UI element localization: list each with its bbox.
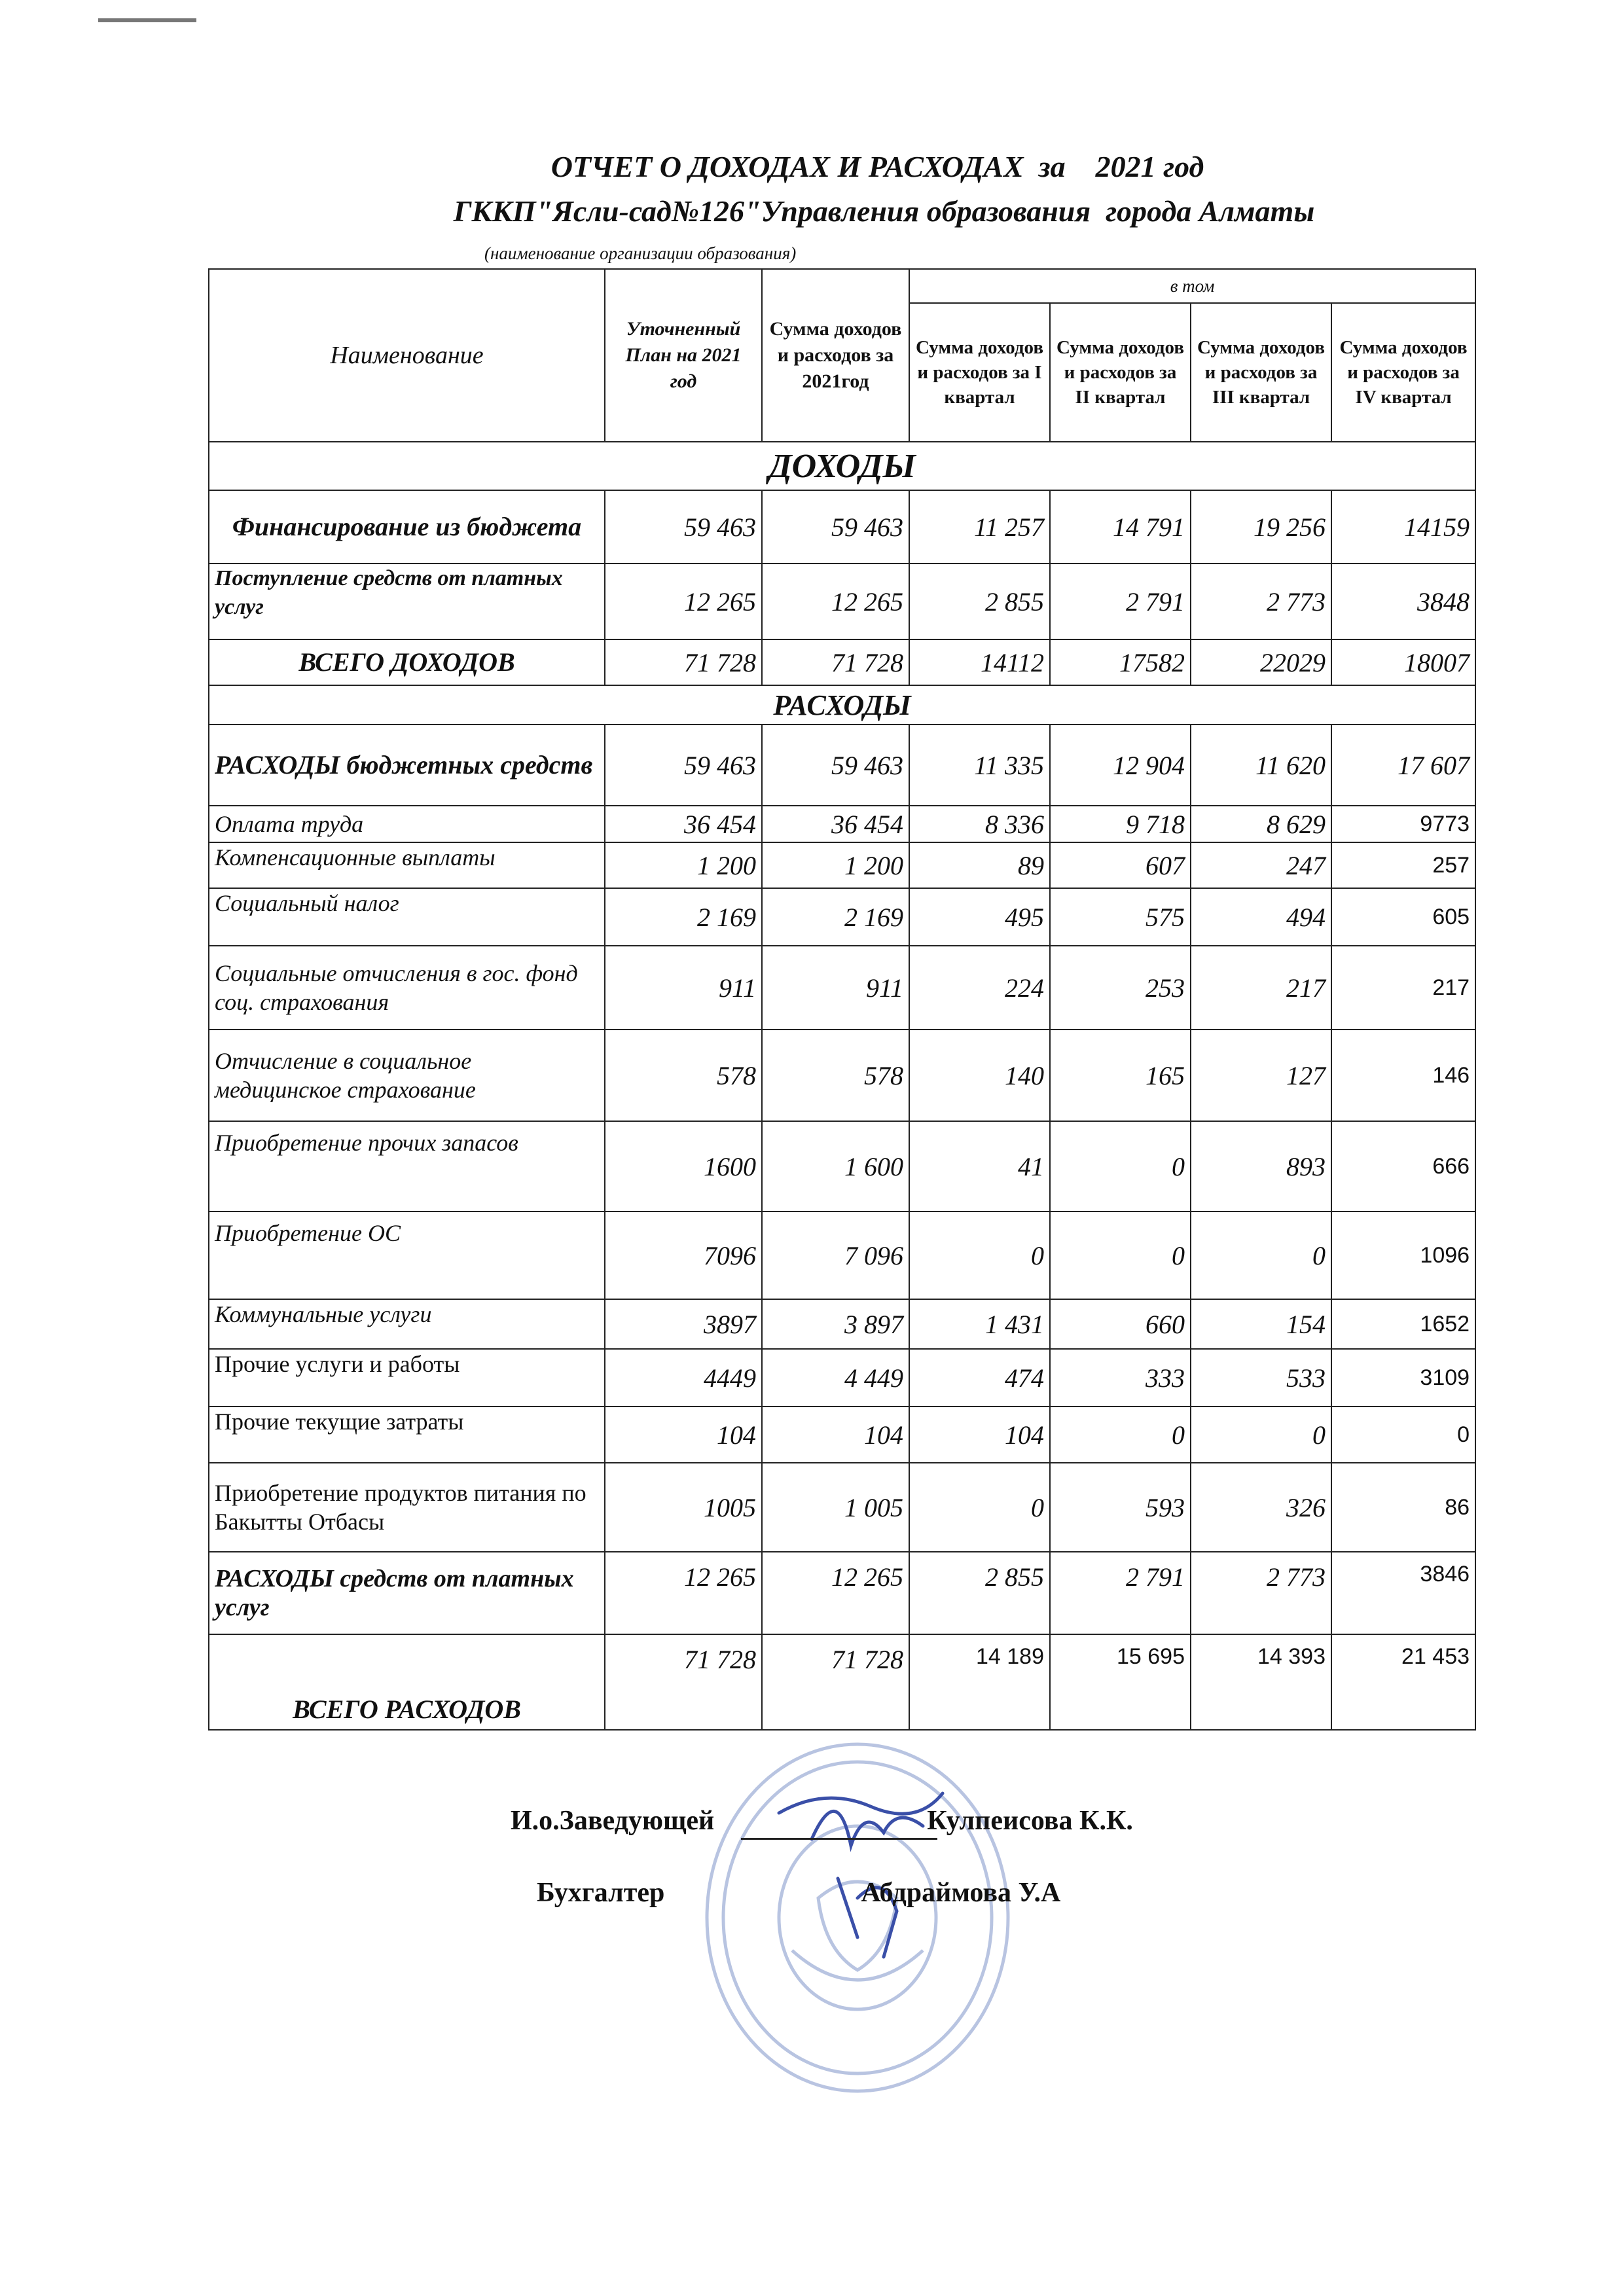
signature-underline <box>741 1838 937 1840</box>
cell-plan: 2 169 <box>605 888 762 946</box>
cell-q4: 3848 <box>1331 564 1475 639</box>
cell-plan: 12 265 <box>605 564 762 639</box>
table-row <box>209 1121 1475 1211</box>
row-name: Оплата труда <box>209 806 605 842</box>
row-name: Социальные отчисления в гос. фонд соц. страхования <box>209 946 605 1030</box>
cell-q4: 605 <box>1331 888 1475 946</box>
head-signature-line <box>511 1805 1133 1837</box>
cell-total: 578 <box>762 1030 909 1121</box>
cell-q1: 104 <box>909 1407 1050 1463</box>
cell-total: 1 005 <box>762 1463 909 1552</box>
handwritten-signature-icon <box>772 1767 969 1964</box>
cell-q4: 1096 <box>1331 1211 1475 1299</box>
cell-q3: 247 <box>1191 842 1331 888</box>
cell-q2: 0 <box>1050 1121 1191 1211</box>
section-expense: РАСХОДЫ <box>209 685 1475 725</box>
cell-q2: 12 904 <box>1050 725 1191 806</box>
cell-q4: 1652 <box>1331 1299 1475 1349</box>
cell-q3: 14 393 <box>1191 1634 1331 1730</box>
row-name: ВСЕГО РАСХОДОВ <box>209 1634 605 1730</box>
cell-q1: 474 <box>909 1349 1050 1407</box>
cell-q3: 494 <box>1191 888 1331 946</box>
cell-q2: 660 <box>1050 1299 1191 1349</box>
cell-q1: 41 <box>909 1121 1050 1211</box>
accountant-name: Абдраймова У.А <box>861 1878 1061 1908</box>
cell-q1: 11 257 <box>909 490 1050 564</box>
cell-plan: 12 265 <box>605 1552 762 1634</box>
column-header-plan: Уточненный План на 2021 год <box>605 269 762 442</box>
section-income: ДОХОДЫ <box>209 442 1475 490</box>
cell-q3: 533 <box>1191 1349 1331 1407</box>
cell-q3: 127 <box>1191 1030 1331 1121</box>
row-name: Приобретение прочих запасов <box>209 1121 605 1211</box>
cell-q2: 2 791 <box>1050 564 1191 639</box>
cell-plan: 1600 <box>605 1121 762 1211</box>
cell-total: 2 169 <box>762 888 909 946</box>
organization-caption: (наименование организации образования) <box>484 243 797 263</box>
cell-total: 104 <box>762 1407 909 1463</box>
cell-plan: 59 463 <box>605 490 762 564</box>
cell-q2: 575 <box>1050 888 1191 946</box>
cell-q3: 2 773 <box>1191 564 1331 639</box>
cell-q1: 140 <box>909 1030 1050 1121</box>
cell-q1: 8 336 <box>909 806 1050 842</box>
cell-plan: 104 <box>605 1407 762 1463</box>
cell-q3: 326 <box>1191 1463 1331 1552</box>
cell-q4: 18007 <box>1331 639 1475 685</box>
cell-q4: 666 <box>1331 1121 1475 1211</box>
cell-total: 12 265 <box>762 1552 909 1634</box>
row-name: Финансирование из бюджета <box>209 490 605 564</box>
cell-q3: 154 <box>1191 1299 1331 1349</box>
cell-q2: 165 <box>1050 1030 1191 1121</box>
cell-q3: 893 <box>1191 1121 1331 1211</box>
cell-q4: 3109 <box>1331 1349 1475 1407</box>
column-header-total: Сумма доходов и расходов за 2021год <box>762 269 909 442</box>
report-title: ОТЧЕТ О ДОХОДАХ И РАСХОДАХ за 2021 год <box>550 150 1204 183</box>
cell-q4: 9773 <box>1331 806 1475 842</box>
cell-q4: 217 <box>1331 946 1475 1030</box>
cell-plan: 7096 <box>605 1211 762 1299</box>
cell-plan: 4449 <box>605 1349 762 1407</box>
cell-q2: 253 <box>1050 946 1191 1030</box>
cell-q1: 0 <box>909 1211 1050 1299</box>
cell-total: 59 463 <box>762 490 909 564</box>
cell-plan: 3897 <box>605 1299 762 1349</box>
cell-q1: 224 <box>909 946 1050 1030</box>
row-name: ВСЕГО ДОХОДОВ <box>209 639 605 685</box>
cell-plan: 911 <box>605 946 762 1030</box>
column-header-q3: Сумма доходов и расходов за III квартал <box>1191 303 1331 442</box>
table-row <box>209 1463 1475 1552</box>
table-row <box>209 888 1475 946</box>
cell-q2: 0 <box>1050 1407 1191 1463</box>
row-name: Прочие услуги и работы <box>209 1349 605 1407</box>
cell-q2: 0 <box>1050 1211 1191 1299</box>
cell-q2: 17582 <box>1050 639 1191 685</box>
cell-total: 12 265 <box>762 564 909 639</box>
cell-q4: 21 453 <box>1331 1634 1475 1730</box>
table-row <box>209 842 1475 888</box>
table-row <box>209 564 1475 639</box>
table-row <box>209 1552 1475 1634</box>
organization-title: ГККП"Ясли-сад№126"Управления образования города Алматы <box>453 194 1315 228</box>
cell-q3: 0 <box>1191 1211 1331 1299</box>
table-row <box>209 725 1475 806</box>
cell-total: 911 <box>762 946 909 1030</box>
table-row <box>209 1299 1475 1349</box>
cell-q2: 2 791 <box>1050 1552 1191 1634</box>
row-name: Отчисление в социальное медицинское страхование <box>209 1030 605 1121</box>
cell-total: 71 728 <box>762 639 909 685</box>
head-role: И.о.Заведующей <box>511 1806 715 1836</box>
cell-q2: 9 718 <box>1050 806 1191 842</box>
cell-total: 71 728 <box>762 1634 909 1730</box>
cell-total: 3 897 <box>762 1299 909 1349</box>
cell-q2: 593 <box>1050 1463 1191 1552</box>
cell-q4: 3846 <box>1331 1552 1475 1634</box>
table-row <box>209 1634 1475 1730</box>
cell-plan: 1005 <box>605 1463 762 1552</box>
cell-total: 1 200 <box>762 842 909 888</box>
column-header-q1: Сумма доходов и расходов за I квартал <box>909 303 1050 442</box>
scan-edge-mark <box>98 18 196 22</box>
column-header-q2: Сумма доходов и расходов за II квартал <box>1050 303 1191 442</box>
cell-plan: 71 728 <box>605 639 762 685</box>
cell-q4: 0 <box>1331 1407 1475 1463</box>
table-row <box>209 490 1475 564</box>
cell-q1: 495 <box>909 888 1050 946</box>
column-group-header: в том <box>909 269 1475 303</box>
cell-q3: 2 773 <box>1191 1552 1331 1634</box>
cell-q1: 89 <box>909 842 1050 888</box>
cell-total: 36 454 <box>762 806 909 842</box>
cell-q4: 17 607 <box>1331 725 1475 806</box>
income-expense-table <box>208 268 1476 1731</box>
cell-plan: 1 200 <box>605 842 762 888</box>
cell-total: 7 096 <box>762 1211 909 1299</box>
cell-q4: 257 <box>1331 842 1475 888</box>
cell-q2: 607 <box>1050 842 1191 888</box>
column-header-q4: Сумма доходов и расходов за IV квартал <box>1331 303 1475 442</box>
cell-q1: 2 855 <box>909 564 1050 639</box>
cell-q1: 11 335 <box>909 725 1050 806</box>
cell-q1: 2 855 <box>909 1552 1050 1634</box>
table-row <box>209 806 1475 842</box>
cell-q3: 8 629 <box>1191 806 1331 842</box>
row-name: Приобретение продуктов питания по Бакытты Отбасы <box>209 1463 605 1552</box>
cell-q4: 146 <box>1331 1030 1475 1121</box>
cell-q4: 86 <box>1331 1463 1475 1552</box>
row-name: Компенсационные выплаты <box>209 842 605 888</box>
row-name: РАСХОДЫ бюджетных средств <box>209 725 605 806</box>
cell-q3: 0 <box>1191 1407 1331 1463</box>
cell-plan: 71 728 <box>605 1634 762 1730</box>
cell-q3: 22029 <box>1191 639 1331 685</box>
cell-q3: 11 620 <box>1191 725 1331 806</box>
cell-q3: 217 <box>1191 946 1331 1030</box>
row-name: РАСХОДЫ средств от платных услуг <box>209 1552 605 1634</box>
cell-q2: 15 695 <box>1050 1634 1191 1730</box>
cell-total: 1 600 <box>762 1121 909 1211</box>
cell-q2: 333 <box>1050 1349 1191 1407</box>
table-row <box>209 1349 1475 1407</box>
cell-plan: 578 <box>605 1030 762 1121</box>
column-header-name: Наименование <box>209 269 605 442</box>
cell-q1: 14112 <box>909 639 1050 685</box>
cell-q4: 14159 <box>1331 490 1475 564</box>
cell-q1: 1 431 <box>909 1299 1050 1349</box>
cell-total: 4 449 <box>762 1349 909 1407</box>
cell-total: 59 463 <box>762 725 909 806</box>
accountant-role: Бухгалтер <box>537 1878 665 1908</box>
cell-q1: 14 189 <box>909 1634 1050 1730</box>
row-name: Поступление средств от платных услуг <box>209 564 605 639</box>
cell-q2: 14 791 <box>1050 490 1191 564</box>
cell-plan: 36 454 <box>605 806 762 842</box>
table-row <box>209 946 1475 1030</box>
row-name: Коммунальные услуги <box>209 1299 605 1349</box>
cell-plan: 59 463 <box>605 725 762 806</box>
table-row <box>209 1211 1475 1299</box>
table-row <box>209 639 1475 685</box>
row-name: Социальный налог <box>209 888 605 946</box>
table-row <box>209 1030 1475 1121</box>
cell-q1: 0 <box>909 1463 1050 1552</box>
table-row <box>209 1407 1475 1463</box>
head-name: Кулпеисова К.К. <box>927 1806 1133 1836</box>
accountant-signature-line <box>537 1877 1060 1909</box>
cell-q3: 19 256 <box>1191 490 1331 564</box>
row-name: Прочие текущие затраты <box>209 1407 605 1463</box>
row-name: Приобретение ОС <box>209 1211 605 1299</box>
